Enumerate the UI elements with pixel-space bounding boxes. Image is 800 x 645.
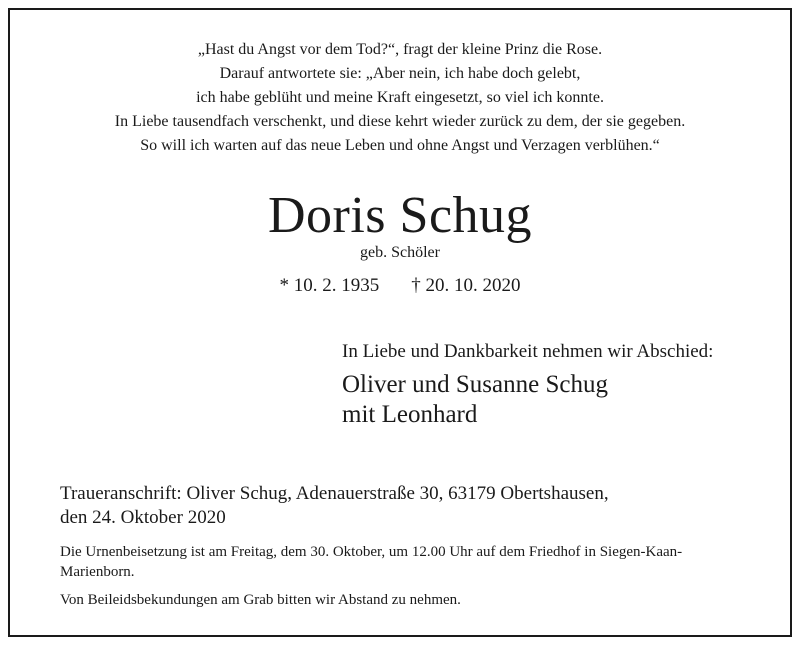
- quote-line: „Hast du Angst vor dem Tod?“, fragt der kleine Prinz die Rose.: [197, 41, 603, 58]
- address-line: Traueranschrift: Oliver Schug, Adenauerstraße 30, 63179 Obertshausen,: [60, 483, 609, 504]
- death-date: † 20. 10. 2020: [411, 275, 521, 296]
- mourner-name: mit Leonhard: [342, 401, 478, 428]
- birth-date: * 10. 2. 1935: [279, 275, 380, 296]
- burial-notice: Die Urnenbeisetzung ist am Freitag, dem 30. Oktober, um 12.00 Uhr auf dem Friedhof in Siegen-Kaan-Marienborn.: [60, 544, 683, 580]
- mourner-names: [342, 370, 608, 430]
- quote-line: Darauf antwortete sie: „Aber nein, ich habe doch gelebt,: [219, 65, 581, 82]
- life-dates: [0, 274, 800, 298]
- address-date: den 24. Oktober 2020: [60, 507, 226, 528]
- mourning-address: [60, 482, 609, 530]
- mourner-name: Oliver und Susanne Schug: [342, 371, 608, 398]
- little-prince-quote: [0, 38, 800, 158]
- quote-line: So will ich warten auf das neue Leben und ohne Angst und Verzagen verblühen.“: [140, 137, 660, 154]
- quote-line: In Liebe tausendfach verschenkt, und diese kehrt wieder zurück zu dem, der sie gegeben.: [114, 113, 686, 130]
- quote-line: ich habe geblüht und meine Kraft eingesetzt, so viel ich konnte.: [196, 89, 604, 106]
- condolence-notice: Von Beileidsbekundungen am Grab bitten wir Abstand zu nehmen.: [60, 592, 461, 608]
- birth-name: geb. Schöler: [360, 244, 440, 261]
- funeral-notices: [60, 542, 750, 610]
- deceased-name: Doris Schug: [267, 187, 533, 244]
- farewell-line: In Liebe und Dankbarkeit nehmen wir Abschied:: [342, 341, 714, 362]
